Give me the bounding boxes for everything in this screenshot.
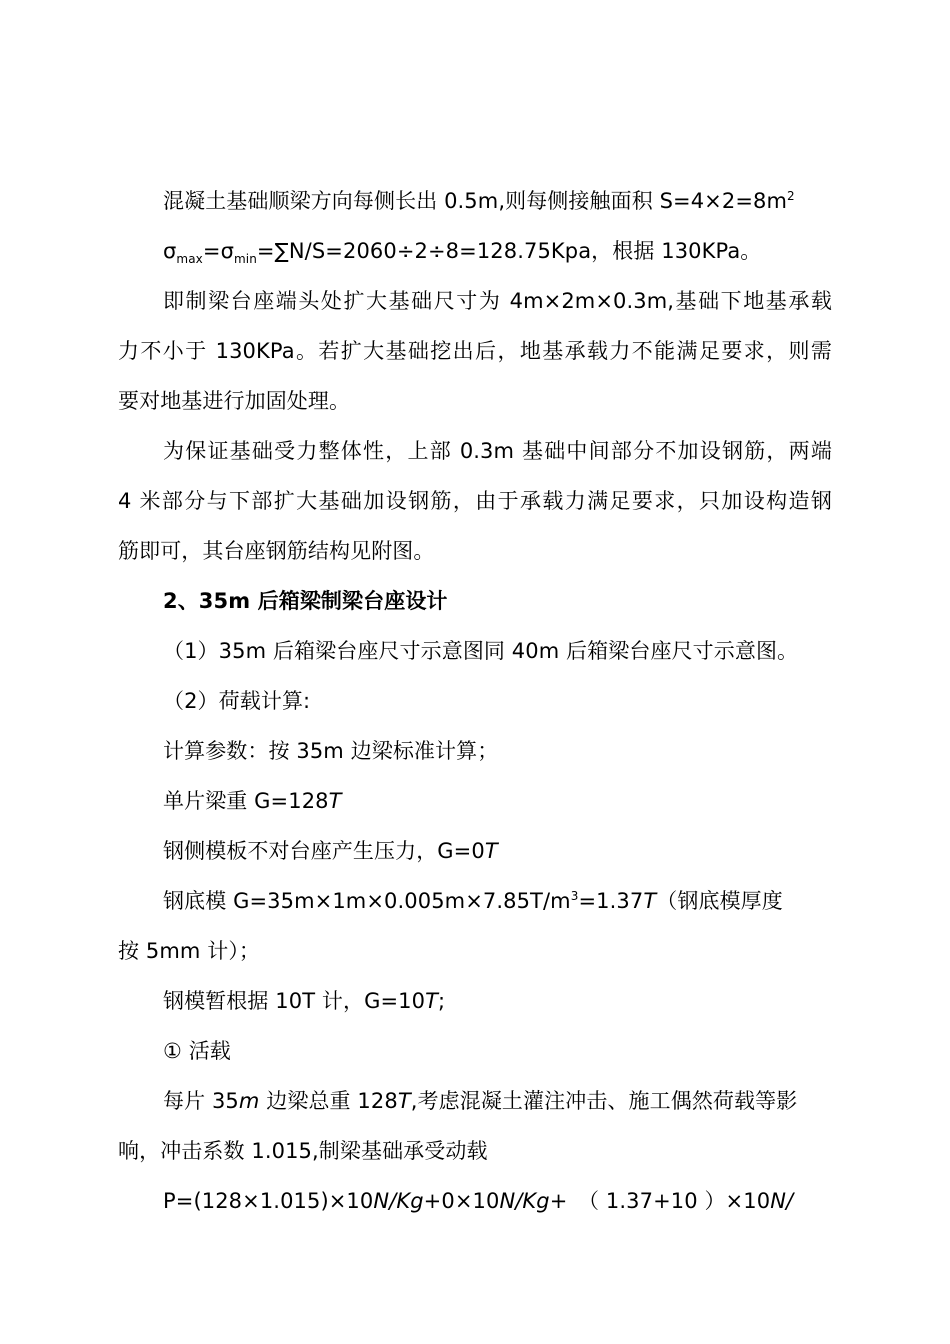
text-span: ;	[438, 989, 446, 1013]
subscript: max	[176, 252, 203, 267]
text-span: 边梁总重 128	[259, 1089, 398, 1113]
italic-unit: T	[397, 1089, 411, 1113]
text-span: +0×10	[423, 1189, 500, 1213]
text-line-steel-form	[163, 986, 445, 1016]
text-span: P=(128×1.015)×10	[163, 1189, 374, 1213]
text-span: σ	[163, 239, 177, 263]
text-line-live-load: ① 活载	[163, 1039, 231, 1063]
subscript: min	[233, 252, 257, 267]
italic-unit: N/Kg	[373, 1189, 424, 1213]
text-span: =1.37	[578, 889, 644, 913]
text-line-bottom-form	[163, 886, 783, 916]
text-line: （1）35m 后箱梁台座尺寸示意图同 40m 后箱梁台座尺寸示意图。	[163, 639, 799, 663]
italic-unit: N/Kg	[499, 1189, 550, 1213]
italic-unit: T	[484, 839, 498, 863]
text-line: 即制梁台座端头处扩大基础尺寸为 4m×2m×0.3m,基础下地基承载	[163, 289, 832, 313]
text-line-total-weight	[163, 1086, 797, 1116]
italic-unit: N/	[770, 1189, 794, 1213]
italic-unit: T	[425, 989, 439, 1013]
text-span: =σ	[202, 239, 234, 263]
text-span: 单片梁重 G=128	[163, 789, 329, 813]
section-heading: 2、35m 后箱梁制梁台座设计	[163, 589, 448, 613]
text-line-stress	[163, 236, 761, 266]
text-span: 钢侧模板不对台座产生压力，G=0	[163, 839, 485, 863]
superscript: 3	[570, 889, 579, 903]
text-line-dynamic-load	[163, 1186, 793, 1216]
text-line-side-form	[163, 836, 498, 866]
superscript: 2	[787, 189, 795, 203]
text-span: + （ 1.37+10 ）×10	[549, 1189, 771, 1213]
text-line: 按 5mm 计）；	[118, 939, 261, 963]
text-span: ,考虑混凝土灌注冲击、施工偶然荷载等影	[410, 1089, 798, 1113]
text-line: （2）荷载计算:	[163, 689, 311, 713]
text-line: 要对地基进行加固处理。	[118, 389, 351, 413]
text-span: 钢底模 G=35m×1m×0.005m×7.85T/m	[163, 889, 571, 913]
text-line-beam-weight	[163, 786, 342, 816]
italic-unit: T	[328, 789, 342, 813]
text-line: 4 米部分与下部扩大基础加设钢筋，由于承载力满足要求，只加设构造钢	[118, 489, 832, 513]
text-line: 筋即可，其台座钢筋结构见附图。	[118, 539, 435, 563]
text-line: 响，冲击系数 1.015,制梁基础承受动载	[118, 1139, 488, 1163]
italic-unit: T	[643, 889, 657, 913]
text-line: 计算参数：按 35m 边梁标准计算；	[163, 739, 499, 763]
text-span: 混凝土基础顺梁方向每侧长出 0.5m,则每侧接触面积 S=4×2=8m	[163, 189, 788, 213]
text-span: （钢底模厚度	[656, 889, 783, 913]
text-span: =∑N/S=2060÷2÷8=128.75Kpa，根据 130KPa。	[256, 239, 762, 263]
text-span: 每片 35	[163, 1089, 239, 1113]
text-line: 力不小于 130KPa。若扩大基础挖出后，地基承载力不能满足要求，则需	[118, 339, 832, 363]
text-line-contact-area	[163, 186, 795, 216]
text-line: 为保证基础受力整体性，上部 0.3m 基础中间部分不加设钢筋，两端	[163, 439, 832, 463]
italic-unit: m	[238, 1089, 260, 1113]
text-span: 钢模暂根据 10T 计，G=10	[163, 989, 426, 1013]
